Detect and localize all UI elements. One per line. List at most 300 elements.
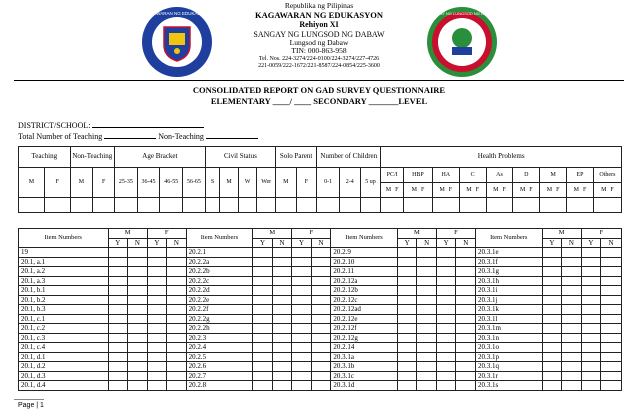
answer-cell[interactable] (542, 267, 562, 277)
answer-cell[interactable] (292, 381, 312, 391)
answer-cell[interactable] (292, 371, 312, 381)
answer-cell[interactable] (147, 314, 167, 324)
answer-cell[interactable] (167, 371, 187, 381)
answer-cell[interactable] (147, 333, 167, 343)
answer-cell[interactable] (581, 305, 601, 315)
answer-cell[interactable] (542, 314, 562, 324)
answer-cell[interactable] (311, 343, 331, 353)
answer-cell[interactable] (128, 343, 148, 353)
answer-cell[interactable] (128, 267, 148, 277)
item-number-cell: 20.2.2a (186, 257, 253, 267)
data-entry-cell[interactable] (296, 198, 317, 213)
answer-cell[interactable] (581, 248, 601, 258)
answer-cell[interactable] (311, 371, 331, 381)
answer-cell[interactable] (397, 381, 417, 391)
answer-cell[interactable] (311, 324, 331, 334)
data-entry-cell[interactable] (540, 198, 567, 213)
answer-cell[interactable] (292, 333, 312, 343)
answer-cell[interactable] (601, 314, 622, 324)
answer-cell[interactable] (542, 276, 562, 286)
data-entry-cell[interactable] (513, 198, 540, 213)
answer-cell[interactable] (417, 333, 437, 343)
answer-cell[interactable] (601, 248, 622, 258)
answer-cell[interactable] (397, 305, 417, 315)
answer-cell[interactable] (436, 362, 456, 372)
answer-cell[interactable] (456, 371, 476, 381)
item-number-cell: 20.1, b.3 (19, 305, 109, 315)
item-number-cell: 20.1, c.2 (19, 324, 109, 334)
answer-cell[interactable] (601, 362, 622, 372)
answer-cell[interactable] (128, 314, 148, 324)
answer-cell[interactable] (128, 286, 148, 296)
answer-cell[interactable] (292, 343, 312, 353)
answer-cell[interactable] (253, 371, 273, 381)
table-row (19, 305, 622, 315)
answer-cell[interactable] (147, 324, 167, 334)
gender-m-label: M (493, 186, 499, 193)
answer-cell[interactable] (253, 314, 273, 324)
answer-cell[interactable] (167, 381, 187, 391)
answer-cell[interactable] (456, 257, 476, 267)
answer-cell[interactable] (167, 248, 187, 258)
teaching-label: Total Number of Teaching (18, 132, 103, 141)
answer-cell[interactable] (601, 267, 622, 277)
answer-cell[interactable] (147, 343, 167, 353)
answer-cell[interactable] (108, 286, 128, 296)
answer-cell[interactable] (562, 343, 582, 353)
answer-cell[interactable] (253, 267, 273, 277)
answer-cell[interactable] (108, 305, 128, 315)
item-number-cell: 20.3.1a (331, 352, 398, 362)
answer-cell[interactable] (397, 314, 417, 324)
answer-cell[interactable] (311, 352, 331, 362)
answer-cell[interactable] (292, 276, 312, 286)
answer-cell[interactable] (456, 352, 476, 362)
answer-cell[interactable] (272, 314, 292, 324)
answer-cell[interactable] (436, 352, 456, 362)
answer-cell[interactable] (292, 305, 312, 315)
teaching-blank[interactable] (104, 130, 156, 139)
district-blank[interactable] (92, 119, 204, 128)
answer-cell[interactable] (292, 248, 312, 258)
answer-cell[interactable] (601, 257, 622, 267)
answer-cell[interactable] (311, 286, 331, 296)
answer-cell[interactable] (562, 371, 582, 381)
answer-cell[interactable] (581, 343, 601, 353)
answer-cell[interactable] (292, 267, 312, 277)
answer-cell[interactable] (128, 257, 148, 267)
answer-cell[interactable] (542, 381, 562, 391)
data-entry-cell[interactable] (19, 198, 45, 213)
answer-cell[interactable] (292, 286, 312, 296)
data-entry-cell[interactable] (432, 198, 459, 213)
data-entry-cell[interactable] (238, 198, 257, 213)
answer-cell[interactable] (147, 257, 167, 267)
gender-f-label: F (582, 186, 587, 193)
answer-cell[interactable] (397, 295, 417, 305)
answer-cell[interactable] (542, 343, 562, 353)
answer-cell[interactable] (417, 295, 437, 305)
data-entry-cell[interactable] (137, 198, 160, 213)
answer-cell[interactable] (272, 286, 292, 296)
answer-cell[interactable] (581, 362, 601, 372)
data-entry-cell[interactable] (93, 198, 115, 213)
answer-cell[interactable] (542, 286, 562, 296)
answer-cell[interactable] (272, 248, 292, 258)
answer-cell[interactable] (417, 324, 437, 334)
answer-cell[interactable] (272, 276, 292, 286)
answer-cell[interactable] (562, 276, 582, 286)
answer-cell[interactable] (311, 314, 331, 324)
answer-cell[interactable] (456, 362, 476, 372)
answer-cell[interactable] (562, 333, 582, 343)
answer-cell[interactable] (417, 352, 437, 362)
answer-cell[interactable] (542, 324, 562, 334)
answer-cell[interactable] (147, 267, 167, 277)
gender-f-label: F (448, 186, 453, 193)
answer-cell[interactable] (417, 362, 437, 372)
answer-cell[interactable] (167, 362, 187, 372)
answer-cell[interactable] (601, 333, 622, 343)
data-entry-cell[interactable] (220, 198, 239, 213)
answer-cell[interactable] (417, 248, 437, 258)
data-entry-cell[interactable] (183, 198, 206, 213)
answer-cell[interactable] (436, 333, 456, 343)
answer-cell[interactable] (253, 295, 273, 305)
answer-cell[interactable] (542, 333, 562, 343)
answer-cell[interactable] (108, 352, 128, 362)
answer-cell[interactable] (436, 324, 456, 334)
answer-cell[interactable] (128, 305, 148, 315)
answer-cell[interactable] (417, 305, 437, 315)
answer-cell[interactable] (456, 295, 476, 305)
answer-cell[interactable] (601, 381, 622, 391)
answer-cell[interactable] (436, 371, 456, 381)
answer-cell[interactable] (436, 305, 456, 315)
answer-cell[interactable] (542, 257, 562, 267)
answer-cell[interactable] (253, 257, 273, 267)
answer-cell[interactable] (562, 305, 582, 315)
answer-cell[interactable] (167, 314, 187, 324)
answer-cell[interactable] (108, 371, 128, 381)
answer-cell[interactable] (253, 352, 273, 362)
answer-cell[interactable] (311, 305, 331, 315)
answer-cell[interactable] (167, 267, 187, 277)
answer-cell[interactable] (562, 248, 582, 258)
answer-cell[interactable] (542, 305, 562, 315)
data-entry-cell[interactable] (70, 198, 93, 213)
answer-cell[interactable] (562, 314, 582, 324)
answer-cell[interactable] (601, 276, 622, 286)
answer-cell[interactable] (147, 295, 167, 305)
answer-cell[interactable] (417, 371, 437, 381)
answer-cell[interactable] (253, 305, 273, 315)
answer-cell[interactable] (542, 362, 562, 372)
nonteaching-blank[interactable] (206, 130, 258, 139)
answer-cell[interactable] (167, 352, 187, 362)
answer-cell[interactable] (542, 295, 562, 305)
item-number-cell: 20.2.2f (186, 305, 253, 315)
answer-cell[interactable] (456, 381, 476, 391)
answer-cell[interactable] (292, 314, 312, 324)
answer-cell[interactable] (397, 248, 417, 258)
answer-cell[interactable] (147, 352, 167, 362)
answer-cell[interactable] (108, 362, 128, 372)
answer-cell[interactable] (436, 257, 456, 267)
answer-cell[interactable] (311, 257, 331, 267)
answer-cell[interactable] (601, 295, 622, 305)
answer-cell[interactable] (128, 333, 148, 343)
answer-cell[interactable] (253, 362, 273, 372)
gender-f-label: F (529, 186, 533, 193)
answer-cell[interactable] (272, 267, 292, 277)
answer-cell[interactable] (417, 267, 437, 277)
answer-cell[interactable] (108, 381, 128, 391)
department-name: KAGAWARAN NG EDUKASYON (255, 9, 383, 20)
answer-cell[interactable] (311, 295, 331, 305)
answer-cell[interactable] (272, 352, 292, 362)
answer-cell[interactable] (417, 257, 437, 267)
answer-cell[interactable] (167, 257, 187, 267)
answer-cell[interactable] (253, 343, 273, 353)
answer-cell[interactable] (128, 371, 148, 381)
data-entry-cell[interactable] (205, 198, 219, 213)
answer-cell[interactable] (311, 333, 331, 343)
answer-cell[interactable] (253, 248, 273, 258)
answer-cell[interactable] (581, 276, 601, 286)
answer-cell[interactable] (272, 305, 292, 315)
answer-cell[interactable] (397, 286, 417, 296)
answer-cell[interactable] (581, 295, 601, 305)
answer-cell[interactable] (581, 324, 601, 334)
answer-cell[interactable] (562, 381, 582, 391)
answer-cell[interactable] (167, 324, 187, 334)
answer-cell[interactable] (562, 286, 582, 296)
answer-cell[interactable] (417, 314, 437, 324)
answer-cell[interactable] (436, 314, 456, 324)
answer-cell[interactable] (108, 257, 128, 267)
answer-cell[interactable] (272, 362, 292, 372)
answer-cell[interactable] (272, 343, 292, 353)
answer-cell[interactable] (253, 276, 273, 286)
answer-cell[interactable] (417, 381, 437, 391)
subheader-row (19, 168, 622, 183)
answer-cell[interactable] (581, 314, 601, 324)
answer-cell[interactable] (167, 333, 187, 343)
solo-parent-header: Solo Parent (275, 147, 316, 168)
data-entry-cell[interactable] (160, 198, 183, 213)
answer-cell[interactable] (108, 295, 128, 305)
item-number-cell: 20.3.1d (331, 381, 398, 391)
subheader-cell: S (205, 168, 219, 198)
answer-cell[interactable] (397, 333, 417, 343)
answer-cell[interactable] (562, 362, 582, 372)
answer-cell[interactable] (417, 276, 437, 286)
answer-cell[interactable] (128, 324, 148, 334)
answer-cell[interactable] (581, 286, 601, 296)
answer-cell[interactable] (311, 276, 331, 286)
answer-cell[interactable] (456, 286, 476, 296)
answer-cell[interactable] (147, 248, 167, 258)
answer-cell[interactable] (436, 381, 456, 391)
answer-cell[interactable] (581, 371, 601, 381)
answer-cell[interactable] (311, 381, 331, 391)
gender-m-label: M (573, 186, 579, 193)
answer-cell[interactable] (272, 381, 292, 391)
answer-cell[interactable] (108, 333, 128, 343)
item-number-cell: 20.2.12e (331, 314, 398, 324)
answer-cell[interactable] (108, 324, 128, 334)
table-row (19, 257, 622, 267)
answer-cell[interactable] (581, 333, 601, 343)
answer-cell[interactable] (542, 248, 562, 258)
answer-cell[interactable] (397, 276, 417, 286)
answer-cell[interactable] (147, 305, 167, 315)
table-row (19, 381, 622, 391)
data-entry-cell[interactable] (403, 198, 432, 213)
answer-cell[interactable] (562, 257, 582, 267)
answer-cell[interactable] (272, 324, 292, 334)
answer-cell[interactable] (601, 324, 622, 334)
answer-cell[interactable] (147, 371, 167, 381)
answer-cell[interactable] (167, 295, 187, 305)
answer-cell[interactable] (128, 295, 148, 305)
answer-cell[interactable] (456, 267, 476, 277)
answer-cell[interactable] (417, 343, 437, 353)
answer-cell[interactable] (253, 286, 273, 296)
table-row (19, 333, 622, 343)
answer-cell[interactable] (253, 333, 273, 343)
answer-cell[interactable] (436, 267, 456, 277)
data-entry-cell[interactable] (567, 198, 594, 213)
answer-cell[interactable] (311, 267, 331, 277)
answer-cell[interactable] (108, 267, 128, 277)
answer-cell[interactable] (272, 371, 292, 381)
answer-cell[interactable] (542, 371, 562, 381)
answer-cell[interactable] (397, 267, 417, 277)
answer-cell[interactable] (456, 314, 476, 324)
answer-cell[interactable] (436, 295, 456, 305)
answer-cell[interactable] (581, 381, 601, 391)
answer-cell[interactable] (397, 352, 417, 362)
gender-f-header: F (436, 229, 475, 239)
answer-cell[interactable] (147, 381, 167, 391)
data-entry-cell[interactable] (114, 198, 137, 213)
answer-cell[interactable] (417, 286, 437, 296)
left-seal-text: KAGAWARAN NG EDUKASYON (143, 11, 211, 16)
answer-cell[interactable] (601, 352, 622, 362)
answer-cell[interactable] (292, 295, 312, 305)
answer-cell[interactable] (292, 352, 312, 362)
answer-cell[interactable] (562, 295, 582, 305)
answer-cell[interactable] (601, 305, 622, 315)
answer-cell[interactable] (456, 248, 476, 258)
answer-cell[interactable] (108, 314, 128, 324)
health-gender-cell (486, 183, 513, 198)
answer-cell[interactable] (272, 257, 292, 267)
answer-cell[interactable] (456, 343, 476, 353)
answer-cell[interactable] (436, 286, 456, 296)
answer-cell[interactable] (292, 257, 312, 267)
answer-cell[interactable] (128, 381, 148, 391)
answer-cell[interactable] (456, 324, 476, 334)
answer-cell[interactable] (562, 352, 582, 362)
answer-cell[interactable] (292, 362, 312, 372)
answer-cell[interactable] (562, 267, 582, 277)
answer-cell[interactable] (311, 362, 331, 372)
answer-cell[interactable] (108, 343, 128, 353)
answer-cell[interactable] (147, 286, 167, 296)
answer-cell[interactable] (167, 305, 187, 315)
answer-cell[interactable] (311, 248, 331, 258)
answer-cell[interactable] (128, 362, 148, 372)
answer-cell[interactable] (397, 371, 417, 381)
answer-cell[interactable] (581, 257, 601, 267)
answer-cell[interactable] (601, 286, 622, 296)
data-entry-cell[interactable] (44, 198, 70, 213)
answer-cell[interactable] (272, 295, 292, 305)
answer-cell[interactable] (601, 371, 622, 381)
teaching-header: Teaching (19, 147, 71, 168)
item-number-cell: 20.3.1m (475, 324, 542, 334)
answer-cell[interactable] (436, 248, 456, 258)
data-entry-cell[interactable] (593, 198, 621, 213)
answer-cell[interactable] (542, 352, 562, 362)
answer-cell[interactable] (147, 362, 167, 372)
yes-header: Y (253, 238, 273, 248)
answer-cell[interactable] (397, 343, 417, 353)
answer-cell[interactable] (253, 324, 273, 334)
answer-cell[interactable] (272, 333, 292, 343)
data-entry-cell[interactable] (486, 198, 513, 213)
answer-cell[interactable] (128, 276, 148, 286)
answer-cell[interactable] (456, 305, 476, 315)
answer-cell[interactable] (456, 333, 476, 343)
answer-cell[interactable] (601, 343, 622, 353)
answer-cell[interactable] (167, 286, 187, 296)
answer-cell[interactable] (581, 267, 601, 277)
answer-cell[interactable] (397, 257, 417, 267)
answer-cell[interactable] (562, 324, 582, 334)
data-entry-cell[interactable] (360, 198, 381, 213)
data-entry-cell[interactable] (339, 198, 360, 213)
data-entry-cell[interactable] (257, 198, 276, 213)
answer-cell[interactable] (167, 276, 187, 286)
data-entry-cell[interactable] (275, 198, 296, 213)
answer-cell[interactable] (108, 248, 128, 258)
answer-cell[interactable] (436, 276, 456, 286)
subheader-cell: F (296, 168, 317, 198)
answer-cell[interactable] (397, 324, 417, 334)
answer-cell[interactable] (253, 381, 273, 391)
no-header: N (128, 238, 148, 248)
answer-cell[interactable] (397, 362, 417, 372)
answer-cell[interactable] (456, 276, 476, 286)
data-entry-cell[interactable] (317, 198, 340, 213)
letterhead (200, 2, 438, 70)
answer-cell[interactable] (108, 276, 128, 286)
answer-cell[interactable] (147, 276, 167, 286)
answer-cell[interactable] (581, 352, 601, 362)
answer-cell[interactable] (128, 352, 148, 362)
answer-cell[interactable] (128, 248, 148, 258)
answer-cell[interactable] (167, 343, 187, 353)
answer-cell[interactable] (292, 324, 312, 334)
gender-m-header: M (397, 229, 436, 239)
data-entry-cell[interactable] (459, 198, 486, 213)
data-entry-cell[interactable] (381, 198, 404, 213)
answer-cell[interactable] (436, 343, 456, 353)
